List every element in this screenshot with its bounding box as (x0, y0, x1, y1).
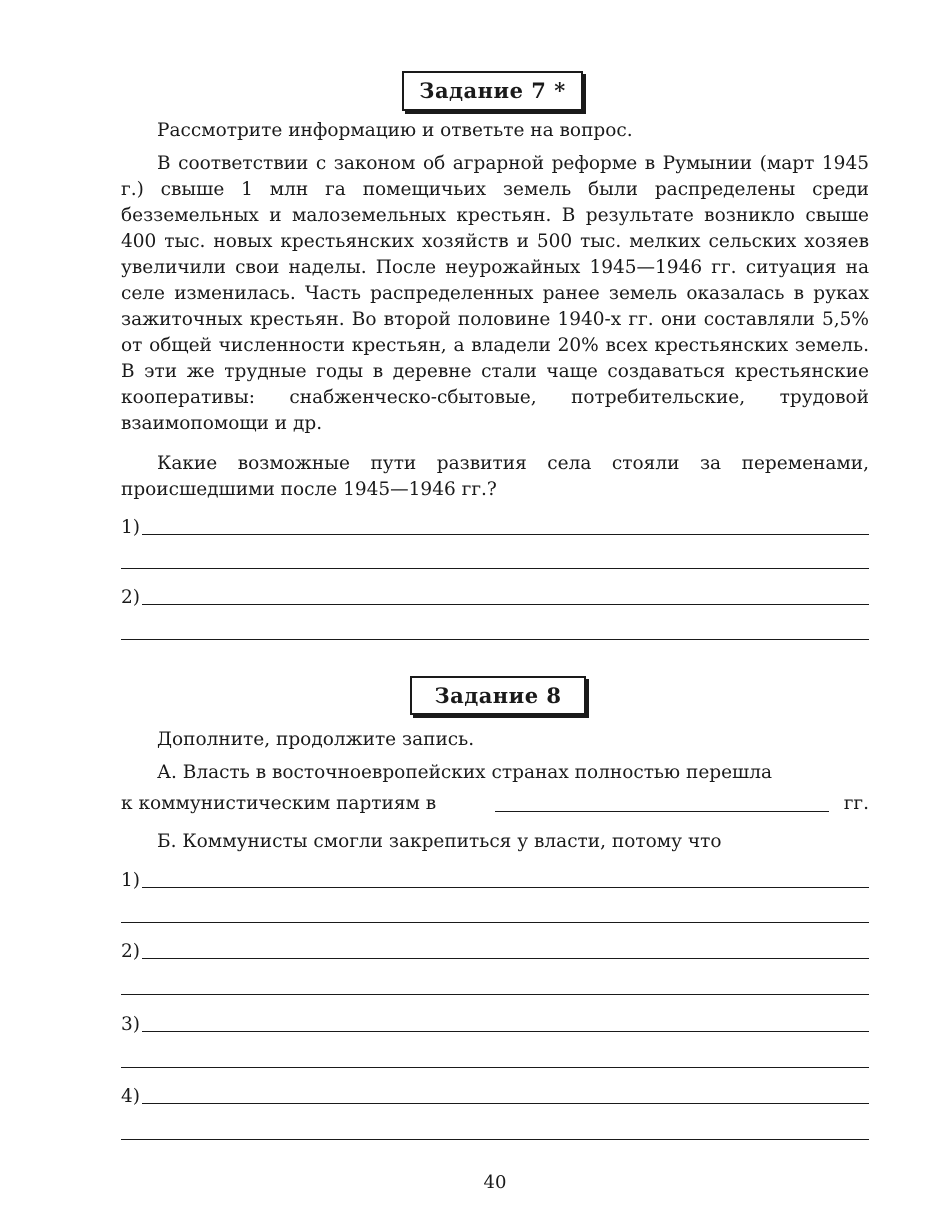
answer-line[interactable] (142, 869, 869, 888)
answer-number: 1) (121, 517, 140, 538)
page-number: 40 (483, 1172, 507, 1193)
task-7-answer-2-continuation[interactable] (121, 639, 869, 640)
task-8-part-a-line2 (121, 791, 869, 817)
workbook-page (121, 0, 869, 1227)
answer-number: 2) (121, 941, 140, 962)
answer-line[interactable] (142, 586, 869, 605)
task-8-answer-3-continuation[interactable] (121, 1067, 869, 1068)
task-7-text: В соответствии с законом об аграрной реформе в Румынии (март 1945 г.) свыше 1 млн га помещичьих земель были распределены среди безземельных и малоземельных крестьян. В результате возникло свыше 400 тыс. новых крестьянских хозяйств и 500 тыс. мелких сельских хозяев увеличили свои наделы. После неурожайных 1945—1946 гг. ситуация на селе изменилась. Часть распределенных ранее земель оказалась в руках зажиточных крестьян. Во второй половине 1940-х гг. они составляли 5,5% от общей численности крестьян, а владели 20% всех крестьянских земель. В эти же трудные годы в деревне стали чаще создаваться крестьянские кооперативы: снабженческо-сбытовые, потребительские, трудовой взаимопомощи и др. (121, 153, 869, 434)
task-7-question: Какие возможные пути развития села стояли за переменами, происшедшими после 1945—1946 гг.? (121, 453, 869, 500)
task-8-answer-4-continuation[interactable] (121, 1139, 869, 1140)
task-8-answer-1[interactable] (121, 866, 869, 892)
task-8-part-b: Б. Коммунисты смогли закрепиться у власти, потому что (157, 831, 722, 852)
task-8-title: Задание 8 (410, 676, 586, 715)
answer-number: 2) (121, 587, 140, 608)
answer-line[interactable] (142, 1013, 869, 1032)
task-8-answer-2[interactable] (121, 937, 869, 963)
task-7-answer-1[interactable] (121, 513, 869, 539)
years-fill-line[interactable] (495, 811, 829, 812)
task-8-answer-4[interactable] (121, 1082, 869, 1108)
task-8-answer-3[interactable] (121, 1010, 869, 1036)
task-7-answer-1-continuation[interactable] (121, 568, 869, 569)
answer-line[interactable] (142, 1085, 869, 1104)
task-8-answer-2-continuation[interactable] (121, 994, 869, 995)
task-7-instruction: Рассмотрите информацию и ответьте на вопрос. (157, 120, 633, 141)
task-8-instruction: Дополните, продолжите запись. (157, 729, 475, 750)
answer-number: 3) (121, 1014, 140, 1035)
answer-number: 1) (121, 870, 140, 891)
part-a-text: к коммунистическим партиям в (121, 793, 437, 814)
task-7-title: Задание 7 * (402, 71, 583, 111)
years-unit: гг. (843, 793, 869, 814)
task-7-answer-2[interactable] (121, 583, 869, 609)
answer-line[interactable] (142, 516, 869, 535)
answer-line[interactable] (142, 940, 869, 959)
task-8-part-a-line1: А. Власть в восточноевропейских странах полностью перешла (157, 762, 773, 783)
answer-number: 4) (121, 1086, 140, 1107)
task-8-answer-1-continuation[interactable] (121, 922, 869, 923)
